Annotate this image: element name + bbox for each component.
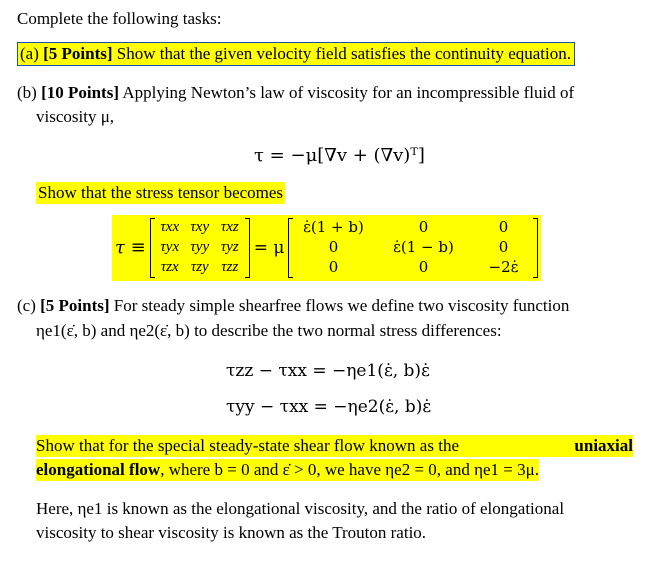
part-b-text-line2: viscosity μ, [36,107,115,126]
tau-entry: τxz [220,219,239,236]
rate-entry: ε̇(1 − b) [393,238,454,257]
tau-entry: τyx [160,239,180,256]
right-bracket [245,218,250,278]
intro-text: Complete the following tasks: [17,9,222,28]
rate-entry: 0 [498,238,509,257]
part-c-text-line2: ηe1(ε̇, b) and ηe2(ε̇, b) to describe the two normal stress differences: [36,321,502,340]
rate-entry: 0 [328,238,339,257]
rate-entry: −2ε̇ [488,258,519,277]
task-bold-elongational: elongational flow [36,460,161,479]
part-b-text-line1: Applying Newton’s law of viscosity for an incompressible fluid of [122,83,575,102]
tau-entry: τzy [190,259,209,276]
part-a-points: [5 Points] [43,44,113,63]
normal-stress-eq2: τyy − τxx = −ηe2(ε̇, b)ε̇ [226,397,432,417]
task-bold-uniaxial: uniaxial [574,436,633,455]
rate-entry: 0 [418,258,429,277]
part-b-label: (b) [17,83,37,102]
rate-entry: 0 [328,258,339,277]
part-c-line1 [17,295,569,317]
note-line2: viscosity to shear viscosity is known as the Trouton ratio. [36,523,427,542]
rate-entry: 0 [418,218,429,237]
part-a-text: Show that the given velocity field satisfies the continuity equation. [116,44,571,63]
part-a [17,42,575,66]
matrix-mid: = μ [253,237,285,258]
part-c-text-line1: For steady simple shearfree flows we define two viscosity function [113,296,570,315]
normal-stress-eq1: τzz − τxx = −ηe1(ε̇, b)ε̇ [226,361,430,381]
part-c-label: (c) [17,296,36,315]
part-b-points: [10 Points] [41,83,119,102]
rate-entry: 0 [498,218,509,237]
stress-tensor-matrix [112,215,541,281]
task-line1-text: Show that for the special steady-state shear flow known as the [36,436,459,455]
task-line2 [36,459,539,481]
rate-entry: ε̇(1 + b) [303,218,364,237]
tau-matrix [155,218,245,278]
part-b-line1 [17,82,574,104]
part-a-label: (a) [20,44,39,63]
right-bracket [533,218,538,278]
matrix-lhs: τ ≡ [115,237,146,259]
task-line2-rest: , where b = 0 and ε̇ > 0, we have ηe2 = 0, and ηe1 = 3μ. [160,460,539,479]
tau-entry: τxy [190,219,210,236]
task-line1 [36,435,633,457]
part-c-points: [5 Points] [40,296,110,315]
tau-entry: τzx [160,259,179,276]
stress-tensor-instruction: Show that the stress tensor becomes [36,182,285,204]
tau-entry: τzz [221,259,239,276]
tau-entry: τxx [160,219,180,236]
note-line1: Here, ηe1 is known as the elongational viscosity, and the ratio of elongational [36,499,565,518]
tau-entry: τyy [190,239,210,256]
tau-entry: τyz [220,239,239,256]
rate-matrix [293,218,533,278]
viscosity-law-equation: τ = −μ[∇v + (∇v)ᵀ] [254,145,425,166]
